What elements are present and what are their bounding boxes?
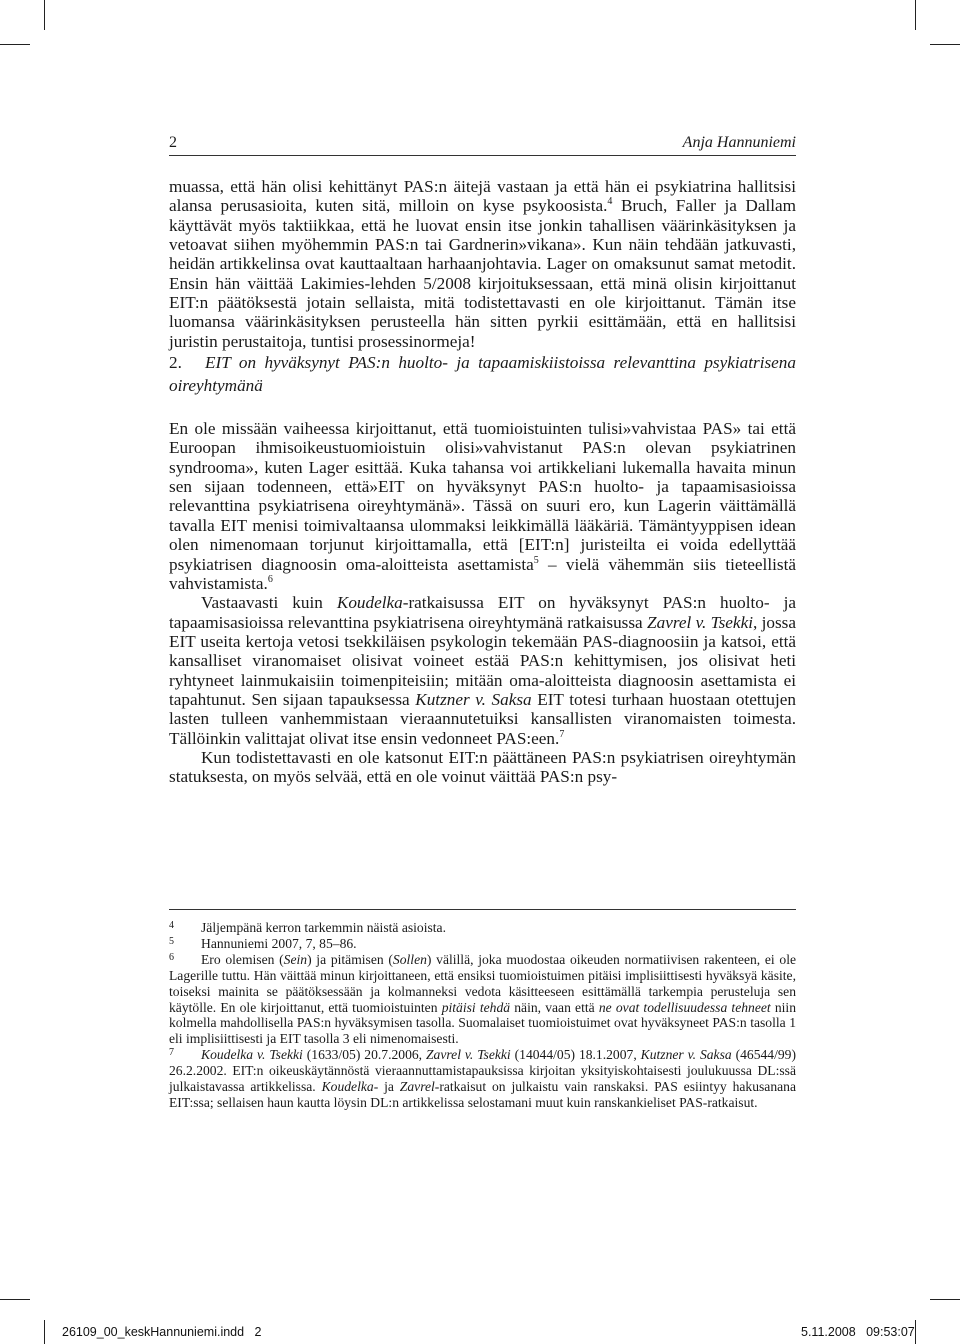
- paragraph-3: [169, 593, 796, 748]
- footnote-text: näin, vaan että: [510, 999, 599, 1015]
- paragraph-text: muassa, että hän olisi kehittänyt PAS:n äitejä vastaan ja että hän ei psykiatrina hallitsisi alansa perusasioita, kuten sitä, milloin on kyse psykoosista.: [169, 177, 796, 216]
- crop-mark-top-right: [915, 0, 916, 30]
- footnote-italic: Koudelka: [321, 1079, 374, 1095]
- footnote-italic: pitäisi tehdä: [441, 999, 511, 1015]
- footnote-ref-5[interactable]: 5: [533, 554, 539, 566]
- body-text: [169, 177, 796, 787]
- case-name: Zavrel v. Tsekki: [647, 612, 753, 632]
- footnote-5: 5 Hannuniemi 2007, 7, 85–86.: [169, 935, 357, 951]
- paragraph-4: Kun todistettavasti en ole katsonut EIT:n päättäneen PAS:n psykiatrisen oireyhtymän statuksesta, on myös selvää, että en ole voinut väittää PAS:n psy-: [169, 747, 796, 787]
- section-title: EIT on hyväksynyt PAS:n huolto- ja tapaamiskiistoissa relevanttina psykiatrisena oireyhtymänä: [169, 353, 796, 396]
- slug-divider: [44, 1320, 45, 1344]
- footnote-text: ) välillä, joka muodostaa oikeuden normatiivisen rakenteen, ei ole Lagerille tuttu. Hän väittää minun kirjoittaneen, että ensiksi tuomioistuimen pitäisi implisiittisesti hyväksyä käsite, toiseksi mainita se päätöksessään ja kolmanneksi vedota käsitteeseen esittämällä tarkempia perusteluja sen käytölle. En ole kirjoittanut, että tuomioistuinten: [169, 951, 797, 1015]
- footnote-italic: Sollen: [392, 951, 427, 967]
- footnote-6: 6 Ero olemisen (Sein) ja pitämisen (Sollen) välillä, joka muodostaa oikeuden normatiivisen rakenteen, ei ole Lagerille tuttu. Hän väittää minun kirjoittaneen, että ensiksi tuomioistuimen pitäisi implisiittisesti hyväksyä käsite, toiseksi mainita se päätöksessään ja kolmanneksi vedota käsitteeseen esittämällä tarkempia perusteluja sen käytölle. En ole kirjoittanut, että tuomioistuinten pitäisi tehdä näin, vaan että ne ovat todellisuudessa tehneet niin kolmella mahdollisella PAS:n hyväksymisen tasolla. Suomalaiset tuomioistuimet ovat hyväksyneet PAS:n tasolla 1 eli implisiittisesti ja EIT tasolla 3 eli nimenomaisesti.: [169, 951, 797, 1047]
- footnote-7: 7 Koudelka v. Tsekki (1633/05) 20.7.2006, Zavrel v. Tsekki (14044/05) 18.1.2007, Kutzner v. Saksa (46544/99) 26.2.2002. EIT:n oikeuskäytännöstä vieraannuttamistapauksissa kirjoitan yksityiskohtaisesti joulukuussa DL:ssä julkaistavassa artikkelissa. Koudelka- ja Zavrel-ratkaisut on julkaistu vain ranskaksi. PAS esiintyy hakusanana EIT:ssa; sellaisen haun kautta löysin DL:n artikkelissa selostamani muut kuin ranskankieliset PAS-ratkaisut.: [169, 1047, 797, 1110]
- footnote-text: ) ja pitämisen (: [307, 951, 393, 967]
- crop-mark-top-left-h: [0, 44, 30, 45]
- paragraph-text: Bruch, Faller ja Dallam käyttävät myös taktiikkaa, että he luovat ensin itse jonkin tahallisen väärinkäsityksen ja vetoavat siihen myöhemmin PAS:n tai Gardnerin»vikana». Kun näin tehdään jatkuvasti, heidän artikkelinsa ovat kauttaaltaan harhaanjohtavia. Lager on omaksunut samat metodit. Ensin hän väittää Lakimies-lehden 5/2008 kirjoituksessaan, että minä olisin kirjoittanut EIT:n päätöksestä jotain sellaista, mitä todistettavasti en ole kirjoittanut. Tämän itse luomansa väärinkäsityksen perusteella hän sitten pyrkii esittämään, että en hallitsisi juristin perustaitoja, tuntisi prosessinormeja!: [169, 196, 796, 351]
- paragraph-text: Vastaavasti kuin: [201, 593, 337, 613]
- footnote-text: (14044/05) 18.1.2007,: [510, 1047, 641, 1063]
- header-rule: [169, 155, 796, 156]
- footnote-text: - ja: [373, 1079, 400, 1095]
- crop-mark-top-right-h: [930, 44, 960, 45]
- slug-filename: 26109_00_keskHannuniemi.indd 2: [62, 1325, 262, 1339]
- footnote-italic: Kutzner v. Saksa: [640, 1047, 732, 1063]
- slug-datetime: 5.11.2008 09:53:07: [801, 1325, 915, 1339]
- paragraph-text: -ratkaisussa EIT on hyväksynyt PAS:n huolto- ja tapaamisasioissa relevanttina psykiatrisena oireyhtymänä ratkaisussa: [169, 593, 797, 632]
- paragraph-text: , jossa EIT useita kertoja vetosi tsekkiläisen psykologin tekemään PAS-diagnoosiin ja katsoi, että kansalliset viranomaiset olisivat voineet estää PAS:n kehittymisen, jos olisivat heti ryhtyneet lainmukaisiin toimenpiteisiin; mitään oma-aloitteista diagnoosin asettamista ei tapahtunut. Sen sijaan tapauksessa: [169, 612, 796, 709]
- paragraph-1: [169, 177, 796, 351]
- section-number: 2.: [169, 353, 182, 373]
- footnote-italic: Koudelka v. Tsekki: [201, 1047, 303, 1063]
- paragraph-text: – vielä vähemmän siis tieteellistä vahvistamista.: [169, 554, 796, 593]
- footnote-4: 4 Jäljempänä kerron tarkemmin näistä asioista.: [169, 920, 446, 935]
- crop-mark-bottom-right-h: [930, 1299, 960, 1300]
- footnote-ref-6[interactable]: 6: [267, 573, 273, 585]
- footnotes: [169, 920, 796, 1111]
- footnote-text: -ratkaisut on julkaistu vain ranskaksi. PAS esiintyy hakusanana EIT:ssa; sellaisen haun kautta löysin DL:n artikkelissa selostamani muut kuin ranskankieliset PAS-ratkaisut.: [169, 1079, 797, 1110]
- spacer: [169, 397, 796, 419]
- footnote-ref-4[interactable]: 4: [607, 196, 613, 208]
- page-number: 2: [169, 134, 177, 151]
- crop-mark-bottom-left-h: [0, 1299, 30, 1300]
- footnote-text: niin kolmella mahdollisella PAS:n hyväksymisen tasolla. Suomalaiset tuomioistuimet ovat hyväksyneet PAS:n tasolla 1 eli implisiittisesti ja EIT tasolla 3 eli nimenomaisesti.: [169, 999, 797, 1047]
- slug-divider: [915, 1320, 916, 1344]
- section-heading: [169, 351, 796, 397]
- footnote-text: Jäljempänä kerron tarkemmin näistä asioista.: [201, 920, 446, 935]
- case-name: Kutzner v. Saksa: [415, 689, 532, 709]
- footnote-rule: [169, 909, 796, 910]
- footnote-italic: ne ovat todellisuudessa tehneet: [598, 999, 771, 1015]
- case-name: Koudelka: [336, 593, 403, 613]
- footnote-italic: Zavrel v. Tsekki: [425, 1047, 511, 1063]
- paragraph-text: EIT totesi turhaan huostaan otettujen lasten tulleen vanhemmistaan vieraannutetuiksi kansallisten viranomaisten toimesta. Tällöinkin valittajat olivat itse ensin vedonneet PAS:een.: [169, 689, 796, 748]
- footnote-ref-7[interactable]: 7: [559, 728, 565, 740]
- footnote-text: (1633/05) 20.7.2006,: [302, 1047, 426, 1063]
- running-head: Anja Hannuniemi: [682, 134, 796, 151]
- footnote-text: (46544/99) 26.2.2002. EIT:n oikeuskäytännöstä vieraannuttamistapauksissa kirjoitan yksityiskohtaisesti joulukuussa DL:ssä julkaistavassa artikkelissa.: [169, 1047, 796, 1095]
- footnote-italic: Sein: [283, 951, 308, 967]
- footnote-italic: Zavrel: [399, 1079, 435, 1095]
- paragraph-text: En ole missään vaiheessa kirjoittanut, että tuomioistuinten tulisi»vahvistaa PAS» tai että Euroopan ihmisoikeustuomioistuin olisi»vahvistanut PAS:n olevan psykiatrinen syndrooma», kuten Lager esittää. Kuka tahansa voi artikkeliani lukemalla havaita minun sen sijaan todenneen, että»EIT on hyväksynyt PAS:n huolto- ja tapaamisasioissa relevanttina psykiatrisena oireyhtymänä». Tässä on suuri ero, kun Lagerin väittämällä tavalla EIT menisi toimivaltaansa ulommaksi leikkimällä lääkäriä. Tämäntyyppisen idean olen nimenomaan torjunut kirjoittamalla, että [EIT:n] juristeilta ei voida edellyttää psykiatrisen diagnoosin oma-aloitteista asettamista: [169, 419, 796, 574]
- footnote-text: Ero olemisen (: [201, 951, 284, 967]
- crop-mark-top-left: [44, 0, 45, 30]
- footnote-text: Hannuniemi 2007, 7, 85–86.: [201, 935, 357, 951]
- paragraph-2: [169, 419, 796, 593]
